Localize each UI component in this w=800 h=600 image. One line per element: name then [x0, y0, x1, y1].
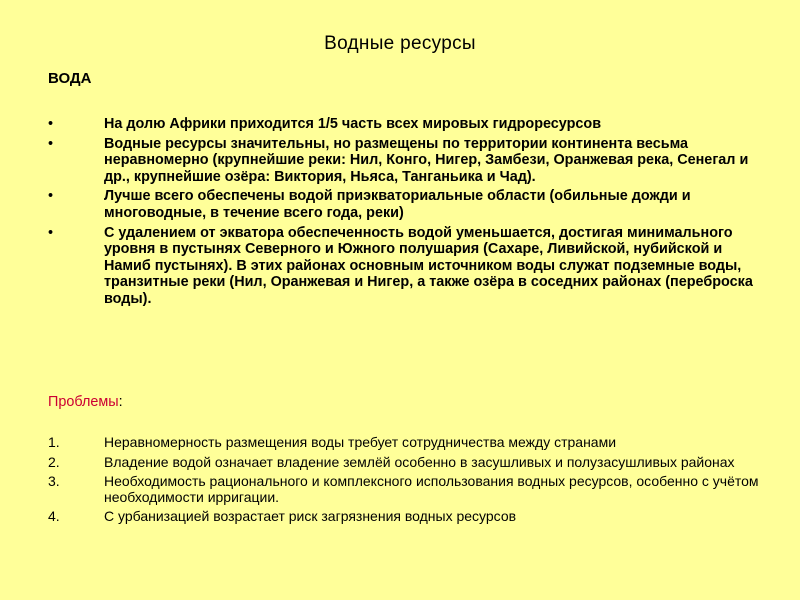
bullet-text: Лучше всего обеспечены водой приэкваториальные области (обильные дожди и многоводные, в течение всего года, реки) — [104, 188, 691, 221]
bullet-marker: • — [48, 224, 54, 241]
bullet-item — [48, 188, 768, 221]
problem-text: Необходимость рационального и комплексного использования водных ресурсов, особенно с учётом необходимости ирригации. — [104, 473, 759, 505]
bullet-text: Водные ресурсы значительны, но размещены по территории континента весьма неравномерно (крупнейшие реки: Нил, Конго, Нигер, Замбези, Оранжевая река, Сенегал и др., крупнейшие озёра: Виктория, Ньяса, Танганьика и Чад). — [104, 135, 749, 185]
bullet-item — [48, 225, 768, 308]
section-heading-water: ВОДА — [48, 70, 92, 87]
bullet-text: На долю Африки приходится 1/5 часть всех мировых гидроресурсов — [104, 116, 602, 132]
problem-number: 1. — [48, 434, 60, 450]
problem-item — [48, 473, 768, 505]
problem-item — [48, 433, 664, 452]
bullet-item — [48, 136, 768, 186]
bullet-marker: • — [48, 188, 54, 205]
problem-text: С урбанизацией возрастает риск загрязнения водных ресурсов — [104, 508, 517, 524]
slide-title: Водные ресурсы — [324, 33, 476, 54]
problem-number: 2. — [48, 454, 60, 470]
problems-heading-colon: : — [118, 394, 123, 410]
problem-item — [48, 508, 768, 524]
problems-list — [48, 433, 768, 527]
problem-number: 4. — [48, 508, 60, 524]
bullet-list — [48, 116, 768, 311]
problem-item — [48, 454, 768, 470]
bullet-marker: • — [48, 135, 54, 152]
bullet-item — [48, 116, 768, 133]
problems-heading — [48, 394, 123, 410]
bullet-marker: • — [48, 116, 54, 132]
problem-number: 3. — [48, 473, 60, 489]
problems-heading-text: Проблемы — [48, 394, 119, 410]
bullet-text: С удалением от экватора обеспеченность водой уменьшается, достигая минимального уровня в пустынях Северного и Южного полушария (Сахаре, Ливийской, нубийской и Намиб пустынях). В этих районах основным источником воды служат подземные воды, транзитные реки (Нил, Оранжевая и Нигер, а также озёра в соседних районах (переброска воды). — [104, 224, 753, 307]
problem-text: Владение водой означает владение землёй особенно в засушливых и полузасушливых районах — [104, 454, 735, 470]
problem-text: Неравномерность размещения воды требует сотрудничества между странами — [104, 434, 617, 450]
